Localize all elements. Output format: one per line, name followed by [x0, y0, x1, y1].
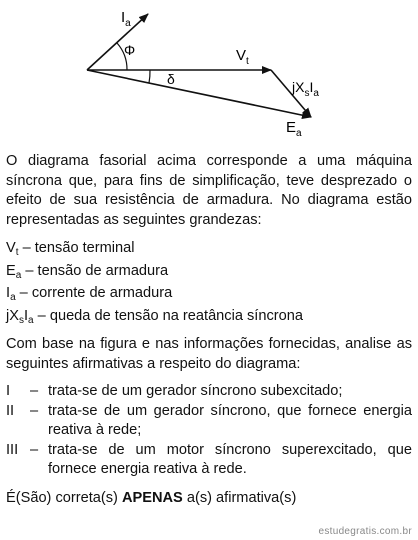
footer-watermark: estudegratis.com.br [318, 526, 412, 537]
phasor-diagram [0, 0, 418, 145]
delta-label: δ [167, 71, 175, 87]
statement-text: trata-se de um gerador síncrono, que fornece energia reativa à rede; [48, 402, 412, 438]
ia-label: $I_a$ [121, 9, 131, 29]
definition-vt: $V_t$ – tensão terminal [6, 240, 135, 258]
context-paragraph: Com base na figura e nas informações fornecidas, analise as seguintes afirmativas a respeito do diagrama: [6, 336, 412, 372]
definitions-list [6, 237, 303, 327]
ea-label: $E_a$ [286, 119, 302, 139]
vt-label: $V_t$ [236, 47, 249, 67]
statement-text: trata-se de um motor síncrono superexcitado, que fornece energia reativa à rede. [48, 441, 412, 477]
definition-jxsia: $jX_sI_a$ – queda de tensão na reatância síncrona [6, 307, 303, 326]
statement-dash: – [30, 383, 39, 399]
definition-ea: $E_a$ – tensão de armadura [6, 262, 169, 281]
ia-phasor [87, 14, 148, 70]
definition-ia: $I_a$ – corrente de armadura [6, 285, 173, 303]
statement-item [6, 402, 412, 441]
jxsia-label: $jX_sI_a$ [292, 79, 319, 99]
statement-dash: – [30, 402, 39, 419]
statement-number: I [6, 383, 11, 399]
statements-list [6, 382, 412, 480]
statement-item [6, 382, 412, 402]
statement-item [6, 441, 412, 480]
statement-number: III [6, 441, 19, 458]
delta-angle-arc [149, 70, 150, 83]
phi-label: Φ [124, 42, 136, 58]
statement-number: II [6, 402, 15, 419]
statement-dash: – [30, 441, 39, 458]
statement-text: trata-se de um gerador síncrono subexcitado; [48, 383, 343, 399]
question-prompt: É(São) correta(s) APENAS a(s) afirmativa(s) [6, 490, 297, 506]
intro-paragraph: O diagrama fasorial acima corresponde a uma máquina síncrona que, para fins de simplificação, teve desprezado o efeito de sua resistência de armadura. No diagrama estão representadas as seguintes grandezas: [6, 153, 412, 228]
